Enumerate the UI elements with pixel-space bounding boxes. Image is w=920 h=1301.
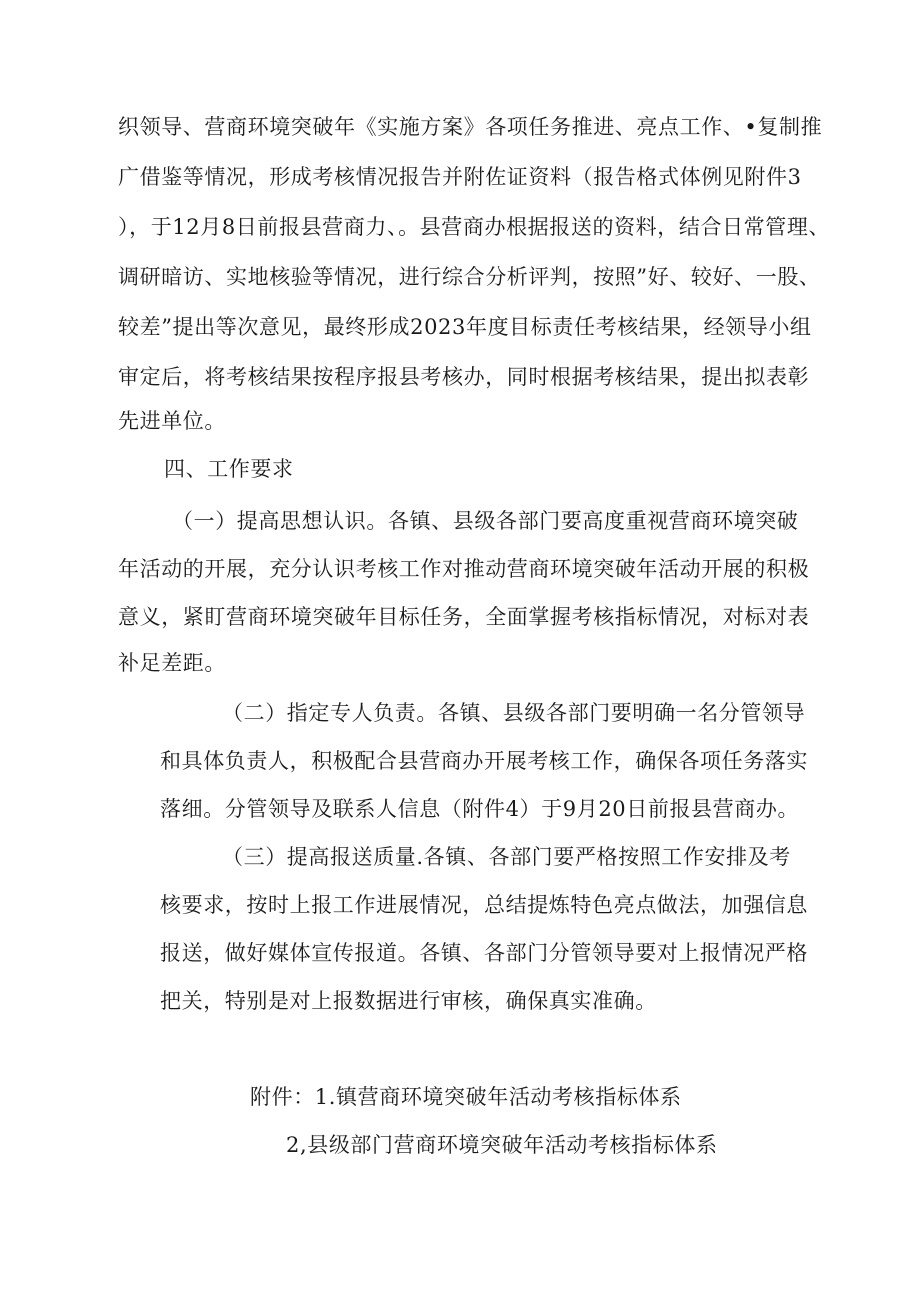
attachment-line-1: 附件：1.镇营商环境突破年活动考核指标体系 — [250, 1085, 682, 1109]
body-line: 广借鉴等情况，形成考核情况报告并附佐证资料（报告格式体例见附件3 — [118, 165, 802, 189]
paragraph-line: （一）提高思想认识。各镇、县级各部门要高度重视营商环境突破 — [172, 509, 799, 533]
paragraph-line: 报送，做好媒体宣传报道。各镇、各部门分管领导要对上报情况严格 — [160, 941, 808, 965]
section-heading: 四、工作要求 — [164, 457, 294, 481]
paragraph-line: 核要求，按时上报工作进展情况，总结提炼特色亮点做法，加强信息 — [160, 893, 808, 917]
body-line: 先进单位。 — [118, 409, 226, 433]
paragraph-line: 补足差距。 — [118, 651, 226, 675]
body-line: 调研暗访、实地核验等情况，进行综合分析评判，按照”好、较好、一股、 — [118, 265, 821, 289]
body-line: 较差”提出等次意见，最终形成2023年度目标责任考核结果，经领导小组 — [118, 315, 812, 339]
paragraph-line: 和具体负责人，积极配合县营商办开展考核工作，确保各项任务落实 — [160, 749, 808, 773]
paragraph-line: 意义，紧盯营商环境突破年目标任务，全面掌握考核指标情况，对标对表 — [118, 605, 810, 629]
paragraph-line: （二）指定专人负责。各镇、县级各部门要明确一名分管领导 — [222, 701, 806, 725]
paragraph-line: 把关，特别是对上报数据进行审核，确保真实准确。 — [160, 989, 657, 1013]
paragraph-line: （三）提高报送质量.各镇、各部门要严格按照工作安排及考 — [222, 845, 791, 869]
body-line: ），于12月8日前报县营商力、。县营商办根据报送的资料，结合日常管理、 — [118, 215, 831, 239]
paragraph-line: 落细。分管领导及联系人信息（附件4）于9月20日前报县营商办。 — [160, 797, 800, 821]
body-line: 织领导、营商环境突破年《实施方案》各项任务推进、亮点工作、•复制推 — [118, 115, 823, 139]
paragraph-line: 年活动的开展，充分认识考核工作对推动营商环境突破年活动开展的积极 — [118, 557, 810, 581]
attachment-line-2: 2,县级部门营商环境突破年活动考核指标体系 — [286, 1133, 718, 1157]
body-line: 审定后，将考核结果按程序报县考核办，同时根据考核结果，提出拟表彰 — [118, 365, 810, 389]
